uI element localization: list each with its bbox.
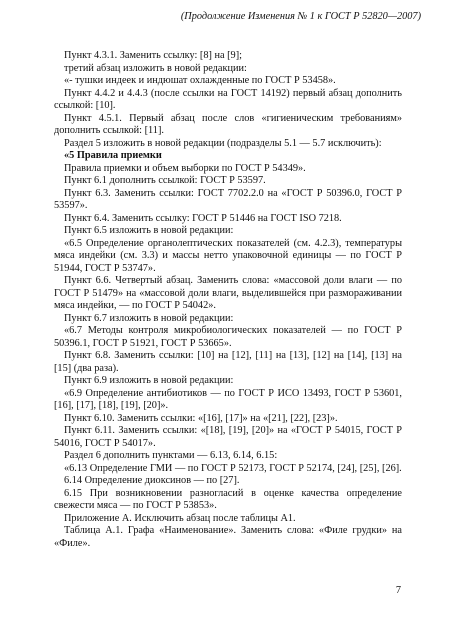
paragraph: 6.14 Определение диоксинов — по [27]. xyxy=(64,475,240,486)
paragraph: «6.5 Определение органолептических показателей (см. 4.2.3), температуры мяса индейки (см. 3.3) и массы нетто упаковочной единицы — по ГОСТ Р 51944, ГОСТ Р 53747». xyxy=(54,237,402,274)
paragraph: Таблица А.1. Графа «Наименование». Заменить слова: «Филе грудки» на «Филе». xyxy=(54,525,402,549)
document-body xyxy=(54,50,402,550)
page-header: (Продолжение Изменения № 1 к ГОСТ Р 52820—2007) xyxy=(180,11,421,22)
page-number: 7 xyxy=(395,585,401,596)
paragraph: 6.15 При возникновении разногласий в оценке качества определение свежести мяса — по ГОСТ Р 53853». xyxy=(54,487,402,511)
paragraph: Пункт 6.11. Заменить ссылки: «[18], [19], [20]» на «ГОСТ Р 54015, ГОСТ Р 54016, ГОСТ Р 54017». xyxy=(54,425,402,449)
paragraph: Раздел 6 дополнить пунктами — 6.13, 6.14, 6.15: xyxy=(64,450,278,461)
paragraph: «5 Правила приемки xyxy=(64,150,162,161)
paragraph: Правила приемки и объем выборки по ГОСТ Р 54349». xyxy=(64,162,306,174)
paragraph: Пункт 6.4. Заменить ссылку: ГОСТ Р 51446 на ГОСТ ISO 7218. xyxy=(64,212,342,224)
paragraph: «6.13 Определение ГМИ — по ГОСТ Р 52173, ГОСТ Р 52174, [24], [25], [26]. xyxy=(64,462,402,474)
paragraph: Пункт 4.4.2 и 4.4.3 (после ссылки на ГОСТ 14192) первый абзац дополнить ссылкой: [10]. xyxy=(54,87,402,111)
paragraph: «6.7 Методы контроля микробиологических показателей — по ГОСТ Р 50396.1, ГОСТ Р 51921, ГОСТ Р 53665». xyxy=(54,325,402,349)
paragraph: Пункт 6.6. Четвертый абзац. Заменить слова: «массовой доли влаги — по ГОСТ Р 51479» на «массовой доли влаги, выделившейся при размораживании мяса индейки, — по ГОСТ Р 54042». xyxy=(54,275,402,311)
paragraph: Пункт 6.9 изложить в новой редакции: xyxy=(64,375,234,386)
paragraph: Пункт 6.1 дополнить ссылкой: ГОСТ Р 53597. xyxy=(64,175,266,186)
paragraph: Раздел 5 изложить в новой редакции (подразделы 5.1 — 5.7 исключить): xyxy=(64,137,382,149)
paragraph: Пункт 6.5 изложить в новой редакции: xyxy=(64,225,234,236)
paragraph: Пункт 6.10. Заменить ссылки: «[16], [17]» на «[21], [22], [23]». xyxy=(64,412,338,424)
paragraph: «- тушки индеек и индюшат охлажденные по ГОСТ Р 53458». xyxy=(64,75,336,86)
paragraph: «6.9 Определение антибиотиков — по ГОСТ Р ИСО 13493, ГОСТ Р 53601, [16], [17], [18], [19], [20]». xyxy=(54,387,402,411)
paragraph: третий абзац изложить в новой редакции: xyxy=(64,62,247,74)
paragraph: Пункт 6.7 изложить в новой редакции: xyxy=(64,312,234,324)
paragraph: Пункт 4.5.1. Первый абзац после слов «гигиеническим требованиям» дополнить ссылкой: [11]. xyxy=(54,112,402,136)
paragraph: Пункт 4.3.1. Заменить ссылку: [8] на [9]; xyxy=(64,50,242,61)
paragraph: Пункт 6.8. Заменить ссылки: [10] на [12], [11] на [13], [12] на [14], [13] на [15] (два раза). xyxy=(54,350,402,374)
paragraph: Пункт 6.3. Заменить ссылки: ГОСТ 7702.2.0 на «ГОСТ Р 50396.0, ГОСТ Р 53597». xyxy=(54,187,402,211)
paragraph: Приложение А. Исключить абзац после таблицы А1. xyxy=(64,512,296,524)
